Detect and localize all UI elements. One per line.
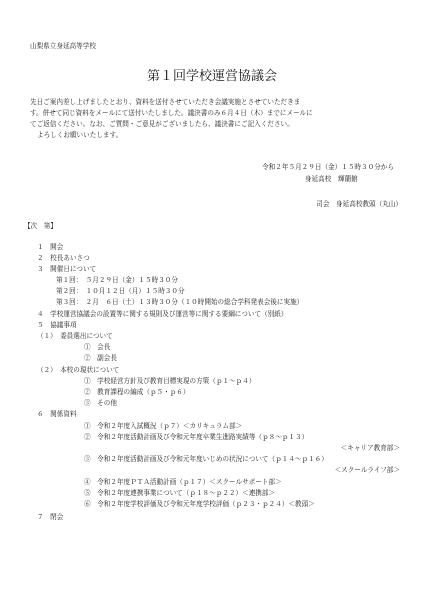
meeting-date: 令和２年５月２９日（金）１５時３０分から [262,163,394,171]
agenda-item: ５ 協議事項 [37,321,77,329]
agenda-item: 第３回： ２月 ６日（土）１３時３０分（１０時開始の総合学科発表会後に実施） [56,298,304,306]
school-header: 山梨県立身延高等学校 [30,42,96,50]
agenda-item: ① 令和２年度入試概況（ｐ７）＜カリキュラム部＞ [84,422,243,430]
agenda-item: ３ 開催日について [37,265,97,273]
agenda-item: ① 会長 [84,343,111,351]
agenda-item: ③ その他 [84,399,117,407]
agenda-item: 第２回： １０月１２日（月）１５時３０分 [56,287,185,295]
agenda-item: 第１回： ５月２９日（金）１５時３０分 [56,276,178,284]
agenda-item: ＜キャリア教育部＞ [340,444,400,452]
agenda-item: ＜スクールライフ部＞ [334,466,400,474]
agenda-item: ⑥ 令和２年度学校評価及び令和元年度学校評価（ｐ２３・ｐ２４）＜教頭＞ [84,500,315,508]
agenda-item: ② 副会長 [84,354,117,362]
meeting-place: 身延高校 輝蘭館 [305,175,358,183]
agenda-item: ④ 令和２年度ＰＴＡ活動計画（ｐ１７）＜スクールサポート部＞ [84,478,282,486]
agenda-item: ② 教育課程の編成（ｐ５・ｐ６） [84,388,190,396]
agenda-item: ① 学校経営方針及び教育目標実現の方策（ｐ１～ｐ４） [84,377,256,385]
intro-line: よろしくお願いいたします。 [37,131,123,139]
agenda-item: ７ 閉会 [37,513,64,521]
agenda-item: （２） 本校の現状について [37,366,120,374]
agenda-item: ③ 令和２年度活動計画及び令和元年度いじめの状況について（ｐ１４～ｐ１６） [84,455,328,463]
page-title: 第１回学校運営協議会 [146,69,277,84]
intro-line: す。併せて同じ資料をメールにて送付いたしました。議決書のみ６月４日（木）までにメールに [30,109,313,117]
intro-line: てご返信ください。なお、ご質問・ご意見がございましたら、議決書にご記入ください。 [30,120,294,128]
agenda-item: ② 令和２年度活動計画及び令和元年度卒業生進路実績等（ｐ８～ｐ１３） [84,433,309,441]
moderator: 司会 身延高校教頭（丸山） [316,200,402,208]
agenda-item: ⑤ 令和２年度連携事業について（ｐ１８～ｐ２２）＜連携部＞ [84,489,276,497]
agenda-item: ２ 校長あいさつ [37,254,90,262]
agenda-heading: 【次 第】 [24,222,57,230]
agenda-item: ４ 学校運営協議会の設置等に関する規則及び運営等に関する要綱について（別紙） [37,310,288,318]
agenda-item: １ 開会 [37,243,64,251]
agenda-item: （１） 委員選出について [37,332,113,340]
intro-line: 先日ご案内差し上げましたとおり、資料を送付させていただき会議実施とさせていただきま [30,98,301,106]
agenda-item: ６ 関係資料 [37,410,77,418]
